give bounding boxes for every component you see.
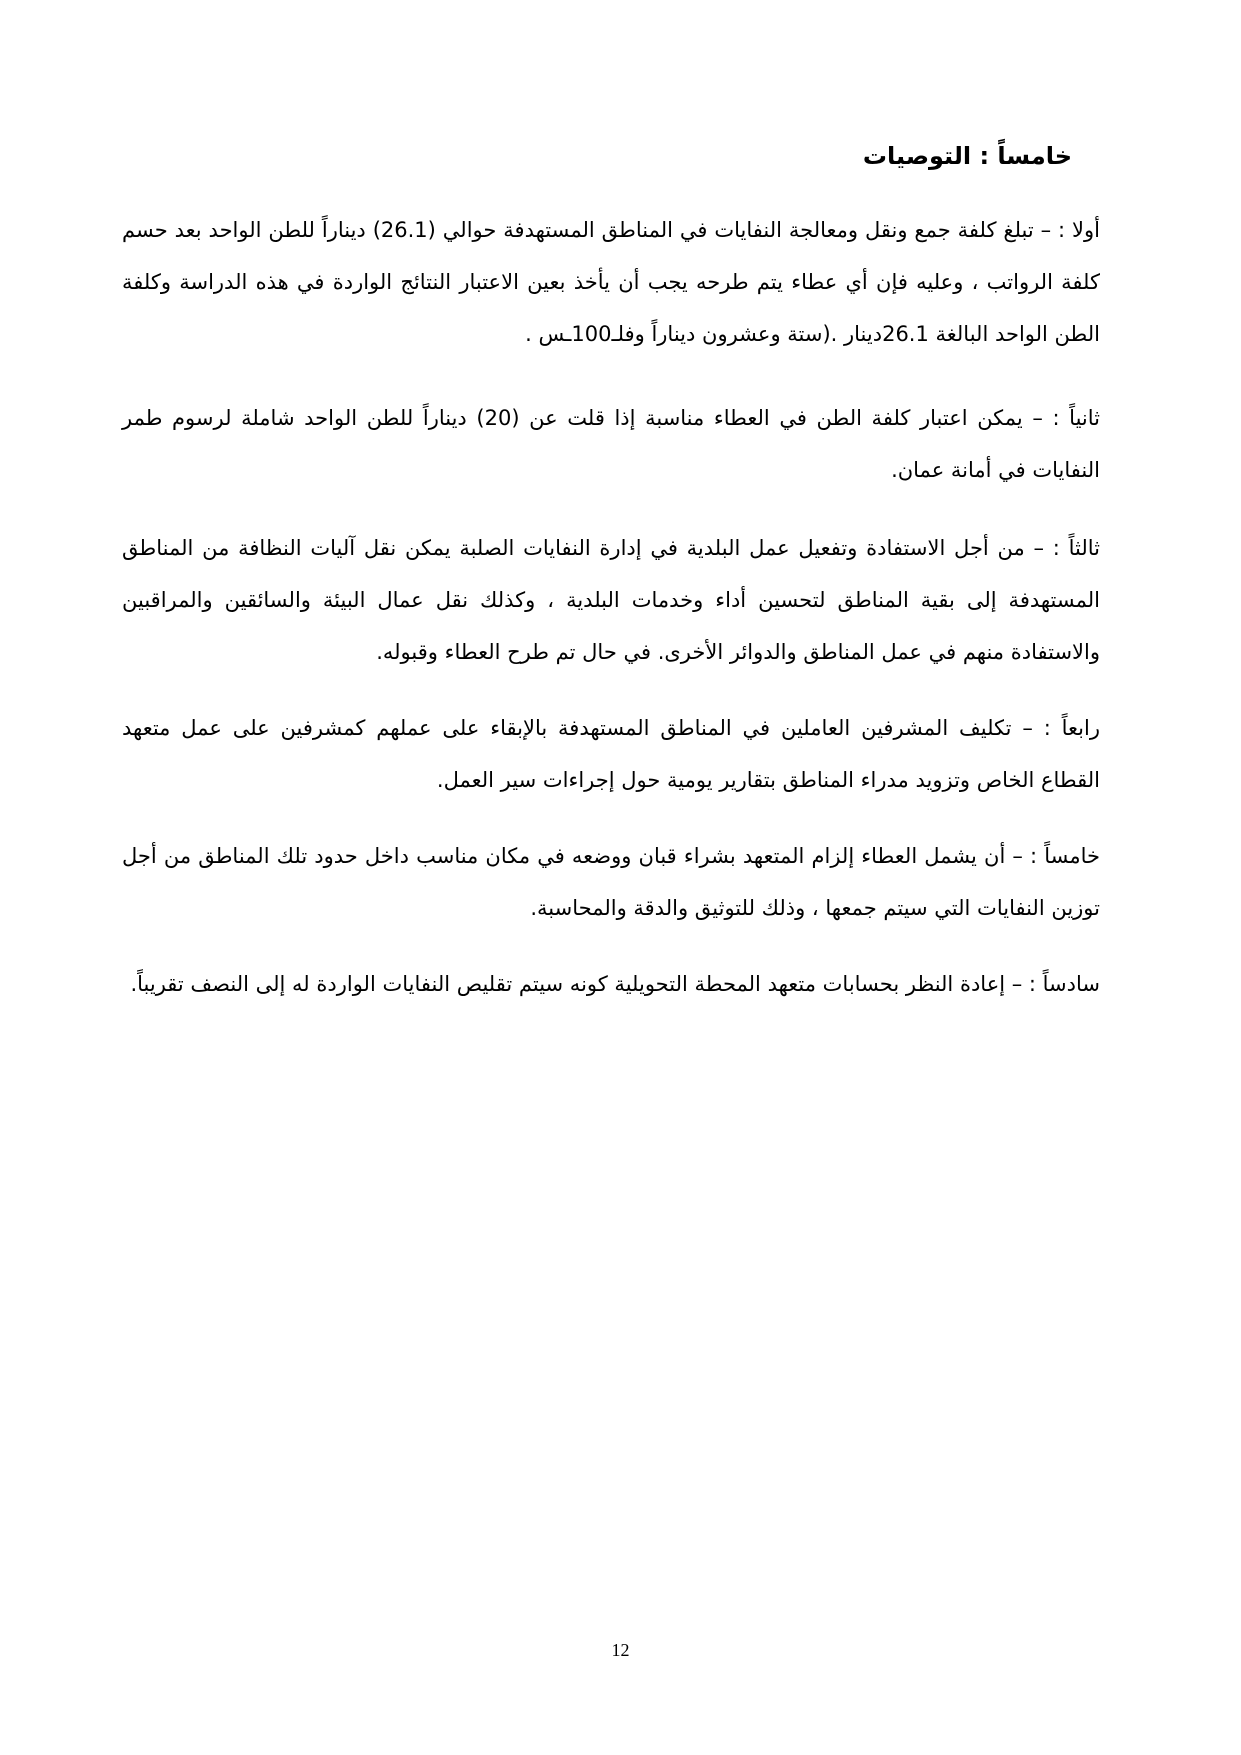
recommendation-2: ثانياً : – يمكن اعتبار كلفة الطن في العطاء مناسبة إذا قلت عن (20) ديناراً للطن الواحد شاملة لرسوم طمر النفايات في أمانة عمان.: [122, 406, 1100, 482]
recommendation-4: رابعاً : – تكليف المشرفين العاملين في المناطق المستهدفة بالإبقاء على عملهم كمشرفين على عمل متعهد القطاع الخاص وتزويد مدراء المناطق بتقارير يومية حول إجراءات سير العمل.: [122, 716, 1100, 792]
section-heading: خامساً : التوصيات: [862, 142, 1072, 170]
recommendation-5: خامساً : – أن يشمل العطاء إلزام المتعهد بشراء قبان ووضعه في مكان مناسب داخل حدود تلك المناطق من أجل توزين النفايات التي سيتم جمعها ، وذلك للتوثيق والدقة والمحاسبة.: [122, 844, 1100, 920]
page-number: 12: [611, 1640, 630, 1660]
page-content: [122, 138, 1100, 1010]
recommendation-6: سادساً : – إعادة النظر بحسابات متعهد المحطة التحويلية كونه سيتم تقليص النفايات الواردة له إلى النصف تقريباً.: [130, 972, 1100, 996]
recommendation-1: أولا : – تبلغ كلفة جمع ونقل ومعالجة النفايات في المناطق المستهدفة حوالي (26.1) ديناراً للطن الواحد بعد حسم كلفة الرواتب ، وعليه فإن أي عطاء يتم طرحه يجب أن يأخذ بعين الاعتبار النتائج الواردة في هذه الدراسة وكلفة الطن الواحد البالغة 26.1دينار .(ستة وعشرون ديناراً وفلـ100ـس .: [122, 218, 1100, 346]
recommendation-3: ثالثاً : – من أجل الاستفادة وتفعيل عمل البلدية في إدارة النفايات الصلبة يمكن نقل آليات النظافة من المناطق المستهدفة إلى بقية المناطق لتحسين أداء وخدمات البلدية ، وكذلك نقل عمال البيئة والسائقين والمراقبين والاستفادة منهم في عمل المناطق والدوائر الأخرى. في حال تم طرح العطاء وقبوله.: [122, 536, 1100, 664]
